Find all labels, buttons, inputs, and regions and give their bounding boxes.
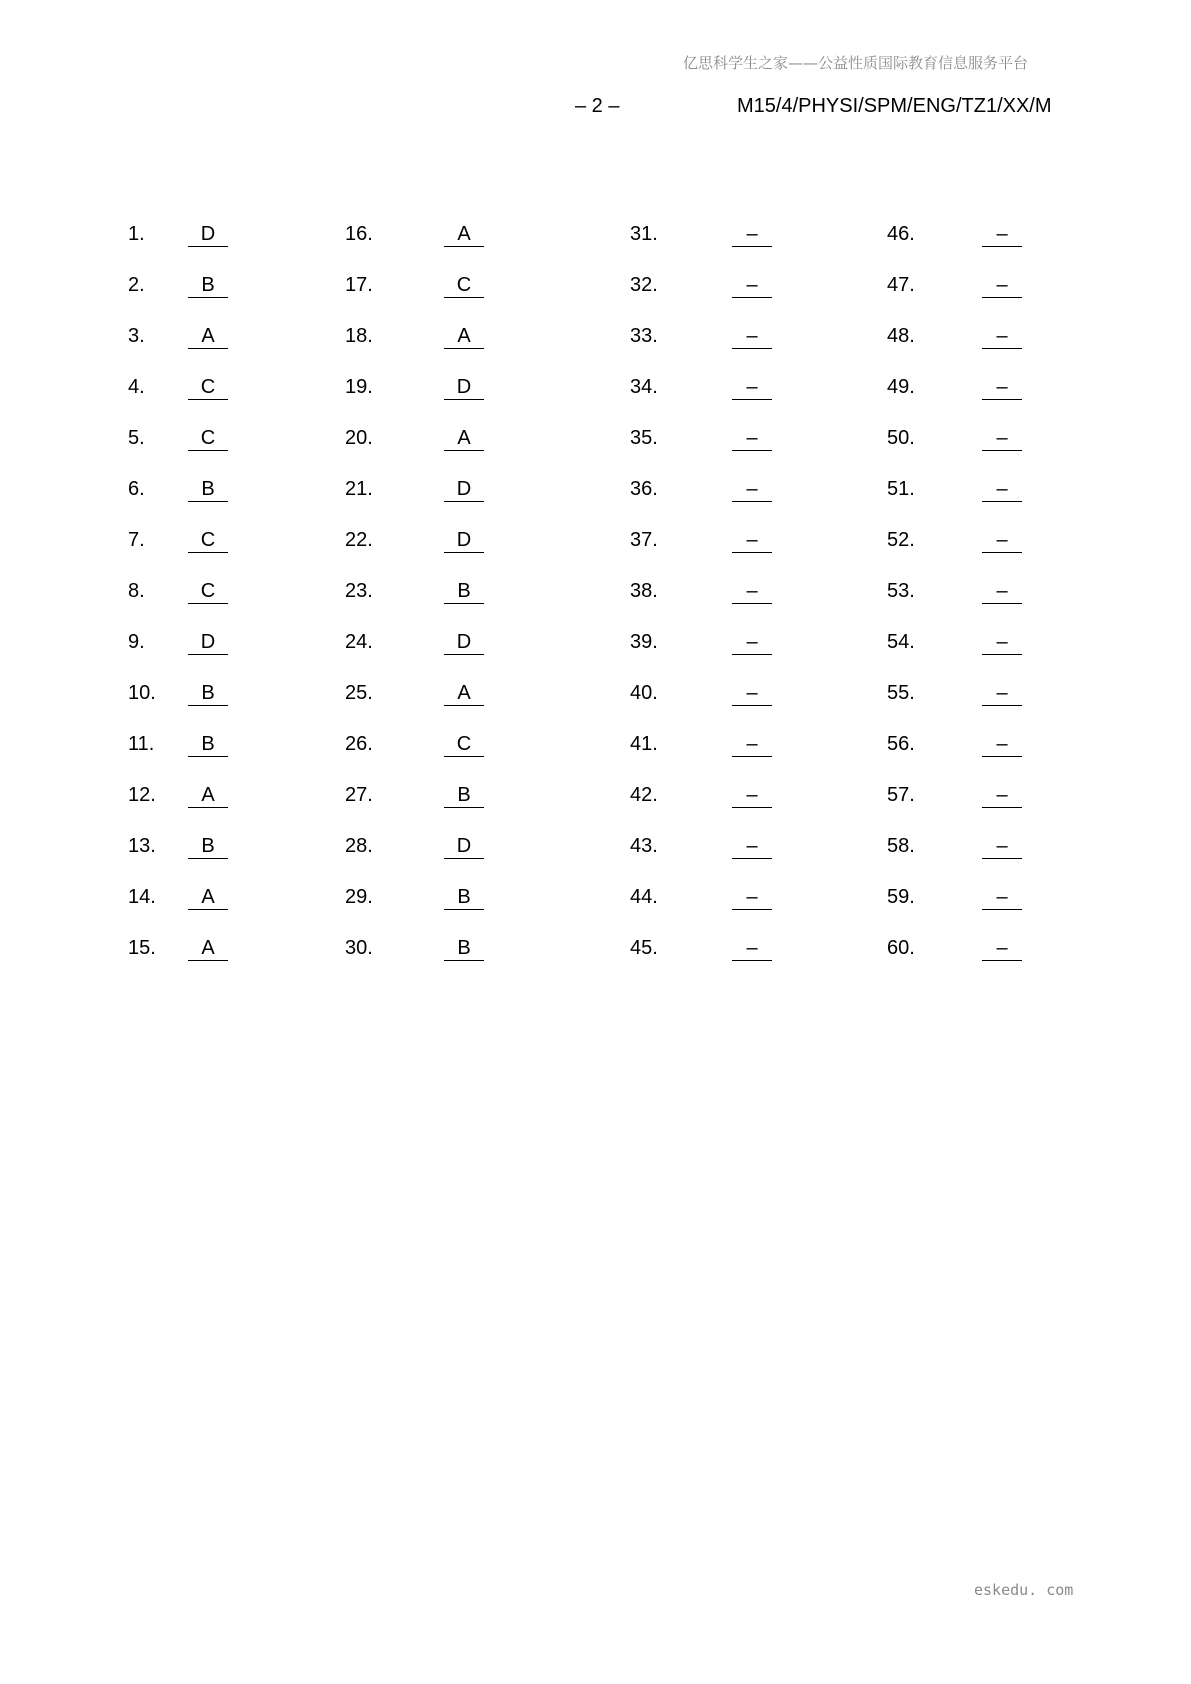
question-number: 5.	[128, 427, 145, 449]
question-number: 53.	[887, 580, 915, 602]
question-number: 29.	[345, 886, 373, 908]
question-number: 6.	[128, 478, 145, 500]
question-number: 15.	[128, 937, 156, 959]
answer-value: B	[188, 681, 228, 706]
question-number: 13.	[128, 835, 156, 857]
question-number: 27.	[345, 784, 373, 806]
answer-value: –	[732, 630, 772, 655]
answer-value: –	[982, 681, 1022, 706]
answer-value: –	[732, 375, 772, 400]
answer-value: –	[732, 783, 772, 808]
question-number: 38.	[630, 580, 658, 602]
answer-value: –	[982, 579, 1022, 604]
question-number: 16.	[345, 223, 373, 245]
answer-value: B	[444, 579, 484, 604]
answer-value: –	[732, 732, 772, 757]
page-number: – 2 –	[575, 95, 620, 117]
question-number: 22.	[345, 529, 373, 551]
answer-value: D	[444, 528, 484, 553]
answer-value: –	[732, 681, 772, 706]
answer-value: D	[444, 477, 484, 502]
answer-value: B	[444, 783, 484, 808]
question-number: 35.	[630, 427, 658, 449]
question-number: 33.	[630, 325, 658, 347]
question-number: 18.	[345, 325, 373, 347]
answer-value: D	[188, 630, 228, 655]
answer-value: A	[188, 936, 228, 961]
paper-code: M15/4/PHYSI/SPM/ENG/TZ1/XX/M	[737, 95, 1052, 117]
answer-value: –	[982, 936, 1022, 961]
question-number: 51.	[887, 478, 915, 500]
question-number: 28.	[345, 835, 373, 857]
question-number: 23.	[345, 580, 373, 602]
question-number: 48.	[887, 325, 915, 347]
answer-value: –	[982, 732, 1022, 757]
question-number: 20.	[345, 427, 373, 449]
answer-value: –	[982, 324, 1022, 349]
question-number: 7.	[128, 529, 145, 551]
answer-value: A	[188, 783, 228, 808]
answer-value: A	[444, 681, 484, 706]
answer-value: –	[982, 375, 1022, 400]
answer-value: –	[982, 630, 1022, 655]
question-number: 54.	[887, 631, 915, 653]
answer-value: C	[444, 732, 484, 757]
question-number: 46.	[887, 223, 915, 245]
answer-value: A	[444, 324, 484, 349]
answer-value: –	[982, 426, 1022, 451]
answer-value: C	[188, 426, 228, 451]
question-number: 4.	[128, 376, 145, 398]
answer-value: –	[732, 834, 772, 859]
question-number: 11.	[128, 733, 155, 755]
question-number: 60.	[887, 937, 915, 959]
header-watermark: 亿思科学生之家——公益性质国际教育信息服务平台	[683, 54, 1029, 72]
question-number: 30.	[345, 937, 373, 959]
question-number: 58.	[887, 835, 915, 857]
question-number: 25.	[345, 682, 373, 704]
answer-value: –	[732, 477, 772, 502]
question-number: 59.	[887, 886, 915, 908]
question-number: 19.	[345, 376, 373, 398]
answer-value: –	[732, 528, 772, 553]
question-number: 40.	[630, 682, 658, 704]
question-number: 45.	[630, 937, 658, 959]
answer-value: A	[188, 324, 228, 349]
answer-value: D	[444, 630, 484, 655]
question-number: 49.	[887, 376, 915, 398]
answer-value: B	[444, 885, 484, 910]
answer-value: –	[982, 783, 1022, 808]
answer-value: –	[982, 528, 1022, 553]
answer-value: A	[444, 222, 484, 247]
question-number: 12.	[128, 784, 156, 806]
answer-value: –	[732, 222, 772, 247]
question-number: 55.	[887, 682, 915, 704]
question-number: 41.	[630, 733, 658, 755]
question-number: 42.	[630, 784, 658, 806]
question-number: 43.	[630, 835, 658, 857]
question-number: 17.	[345, 274, 373, 296]
question-number: 8.	[128, 580, 145, 602]
answer-value: B	[188, 477, 228, 502]
answer-value: –	[982, 222, 1022, 247]
question-number: 9.	[128, 631, 145, 653]
question-number: 34.	[630, 376, 658, 398]
question-number: 21.	[345, 478, 373, 500]
answer-value: –	[982, 834, 1022, 859]
question-number: 10.	[128, 682, 156, 704]
answer-value: D	[444, 375, 484, 400]
question-number: 2.	[128, 274, 145, 296]
answer-value: –	[732, 426, 772, 451]
footer-watermark: eskedu. com	[974, 1581, 1074, 1599]
question-number: 32.	[630, 274, 658, 296]
question-number: 57.	[887, 784, 915, 806]
question-number: 39.	[630, 631, 658, 653]
answer-value: C	[444, 273, 484, 298]
answer-value: D	[444, 834, 484, 859]
answer-value: B	[188, 732, 228, 757]
question-number: 50.	[887, 427, 915, 449]
question-number: 37.	[630, 529, 658, 551]
question-number: 31.	[630, 223, 658, 245]
answer-value: –	[732, 273, 772, 298]
question-number: 24.	[345, 631, 373, 653]
answer-value: –	[982, 885, 1022, 910]
answer-value: B	[444, 936, 484, 961]
answer-value: –	[732, 936, 772, 961]
question-number: 14.	[128, 886, 156, 908]
answer-value: A	[188, 885, 228, 910]
answer-value: –	[732, 324, 772, 349]
answer-value: B	[188, 273, 228, 298]
answer-value: B	[188, 834, 228, 859]
answer-value: –	[982, 273, 1022, 298]
question-number: 47.	[887, 274, 915, 296]
question-number: 3.	[128, 325, 145, 347]
question-number: 26.	[345, 733, 373, 755]
question-number: 44.	[630, 886, 658, 908]
answer-value: C	[188, 579, 228, 604]
answer-value: –	[732, 885, 772, 910]
question-number: 52.	[887, 529, 915, 551]
answer-value: D	[188, 222, 228, 247]
question-number: 1.	[128, 223, 145, 245]
answer-value: –	[982, 477, 1022, 502]
answer-value: A	[444, 426, 484, 451]
question-number: 36.	[630, 478, 658, 500]
question-number: 56.	[887, 733, 915, 755]
answer-value: C	[188, 528, 228, 553]
answer-value: –	[732, 579, 772, 604]
answer-value: C	[188, 375, 228, 400]
